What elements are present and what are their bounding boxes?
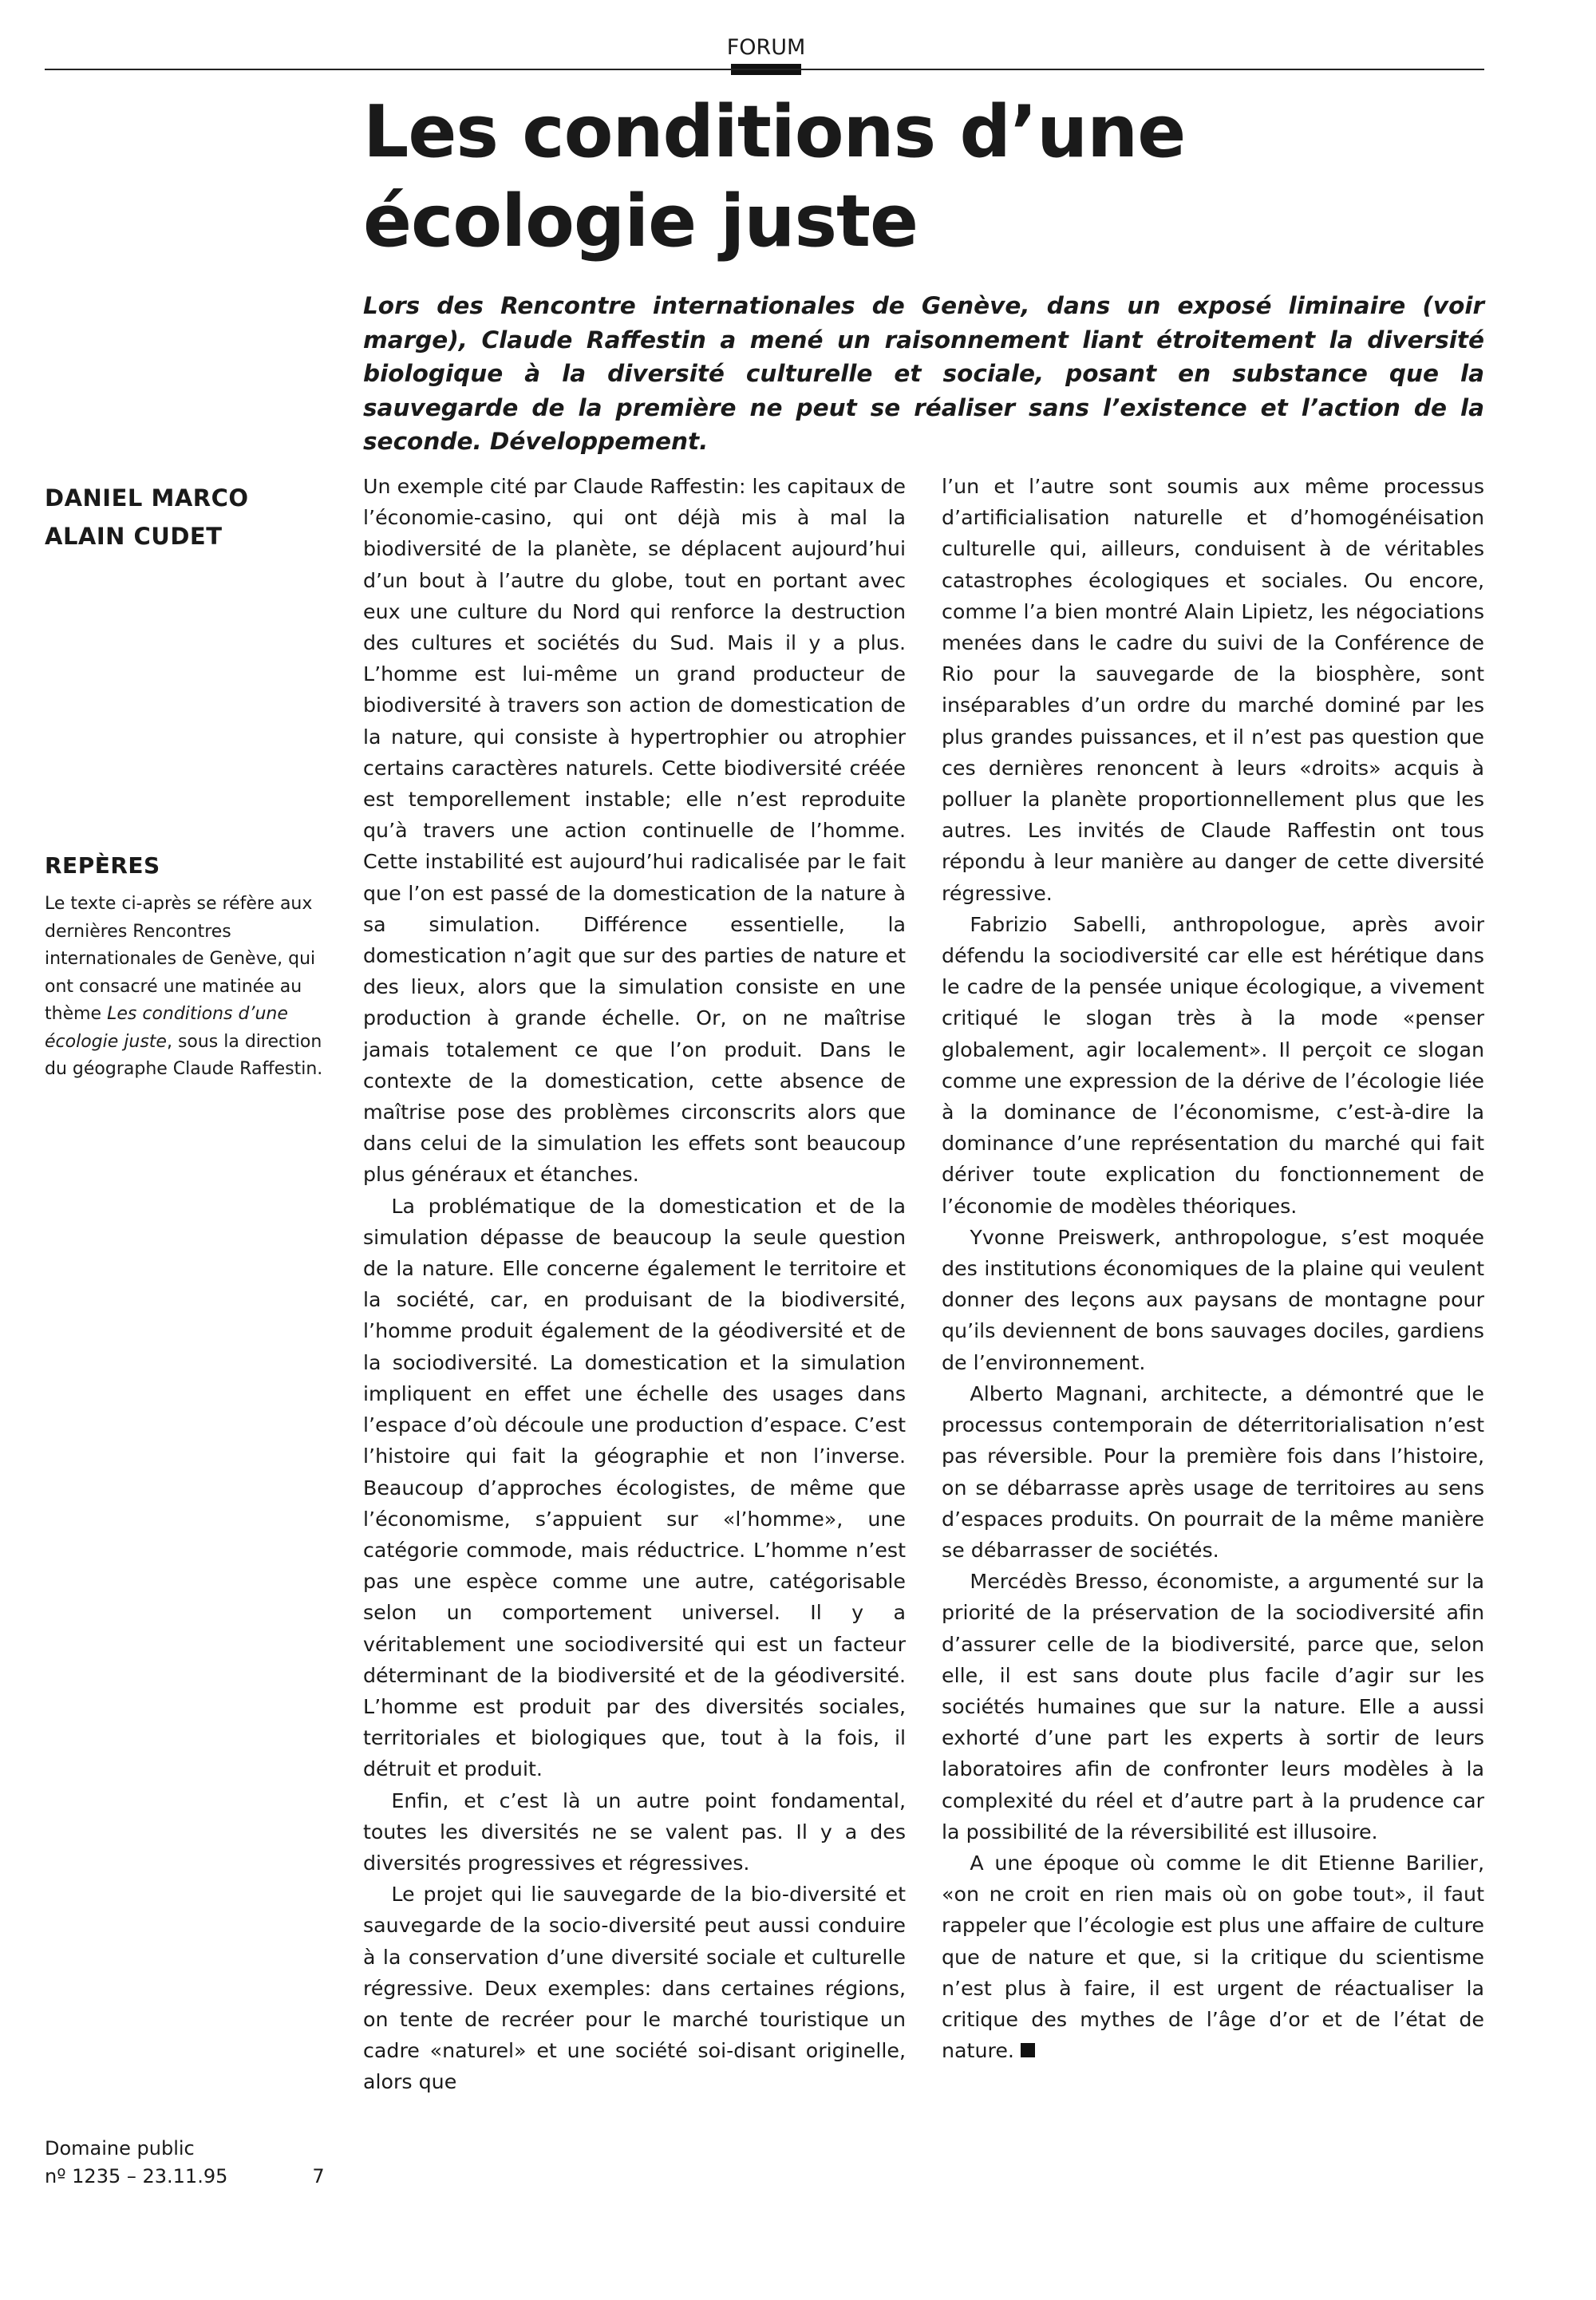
article-title: Les conditions d’une écologie juste [363,90,1186,263]
author-name: DANIEL MARCO [45,484,249,512]
sidebar-text-part: , sous la direction du géographe Claude Raffestin. [45,1031,323,1079]
publication-name: Domaine public [45,2137,195,2160]
paragraph: Le projet qui lie sauvegarde de la bio-diversité et sauvegarde de la socio-diversité peut aussi conduire à la conservation d’une diversité sociale et culturelle régressive. Deux exemples: dans certaines régions, on tente de recréer pour le marché touristique un cadre «naturel» et une société soi-disant originelle, alors que [363,1883,906,2094]
sidebar-title: REPÈRES [45,852,160,879]
paragraph: Alberto Magnani, architecte, a démontré que le processus contemporain de déterritorialisation n’est pas réversible. Pour la première fois dans l’histoire, on se débarrasse après usage de territoires au sens d’espaces produits. On pourrait de la même manière se débarrasser de sociétés. [942,1381,1484,1562]
page-number: 7 [312,2165,325,2187]
publication-footer [45,2135,284,2191]
article-column-1 [363,471,906,2098]
paragraph-text: A une époque où comme le dit Etienne Barilier, «on ne croit en rien mais où on gobe tout», il faut rappeler que l’écologie est plus une affaire de culture que de nature et que, si la critique du scientisme n’est plus à faire, il est urgent de réactualiser la critique des mythes de l’âge d’or et de l’état de nature. [942,1851,1484,2063]
sidebar-text [45,891,332,1084]
author-name: ALAIN CUDET [45,523,223,550]
paragraph: Yvonne Preiswerk, anthropologue, s’est moquée des institutions économiques de la plaine qui veulent donner des leçons aux paysans de montagne pour qu’ils deviennent de bons sauvages dociles, gardiens de l’environnement. [942,1225,1484,1374]
paragraph: Un exemple cité par Claude Raffestin: les capitaux de l’économie-casino, qui ont déjà mis à mal la biodiversité de la planète, se déplacent aujourd’hui d’un bout à l’autre du globe, tout en portant avec eux une culture du Nord qui renforce la destruction des cultures et sociétés du Sud. Mais il y a plus. L’homme est lui-même un grand producteur de biodiversité à travers son action de domestication de la nature, qui consiste à hypertrophier ou atrophier certains caractères naturels. Cette biodiversité créée est temporellement instable; elle n’est reproduite qu’à travers une action continuelle de l’homme. Cette instabilité est aujourd’hui radicalisée par le fait que l’on est passé de la domestication de la nature à sa simulation. Différence essentielle, la domestication n’agit que sur des parties de nature et des lieux, alors que la simulation consiste en une production à grande échelle. Or, on ne maîtrise jamais totalement ce que l’on produit. Dans le contexte de la domestication, cette absence de maîtrise pose des problèmes circonscrits alors que dans celui de la simulation les effets sont beaucoup plus généraux et étanches. [363,475,906,1187]
header-rule [45,69,1484,70]
end-of-article-square-icon [1021,2043,1035,2057]
paragraph: Mercédès Bresso, économiste, a argumenté sur la priorité de la préservation de la sociodiversité afin d’assurer celle de la biodiversité, parce que, selon elle, il est sans doute plus facile d’agir sur les sociétés humaines que sur la nature. Elle a aussi exhorté d’une part les experts à sortir de leurs laboratoires afin de confronter leurs modèles à la complexité du réel et d’autre part à la prudence car la possibilité de la réversibilité est illusoire. [942,1570,1484,1844]
paragraph: Enfin, et c’est là un autre point fondamental, toutes les diversités ne se valent pas. Il y a des diversités progressives et régressives. [363,1788,906,1875]
sidebar-text-part: Le texte ci-après se réfère aux dernières Rencontres internationales de Genève, qui ont consacré une matinée au thème [45,894,316,1024]
article-lead: Lors des Rencontre internationales de Genève, dans un exposé liminaire (voir marge), Claude Raffestin a mené un raisonnement liant étroitement la diversité biologique à la diversité culturelle et sociale, posant en substance que la sauvegarde de la première ne peut se réaliser sans l’existence et l’action de la seconde. Développement. [363,292,1484,456]
paragraph: Fabrizio Sabelli, anthropologue, après avoir défendu la sociodiversité car elle est hérétique dans le cadre de la pensée unique écologique, a vivement critiqué le slogan très à la mode «penser globalement, agir localement». Il perçoit ce slogan comme une expression de la dérive de l’écologie liée à la dominance de l’économisme, c’est-à-dire la dominance d’une représentation du marché qui fait dériver toute explication du fonctionnement de l’économie de modèles théoriques. [942,912,1484,1218]
paragraph: l’un et l’autre sont soumis aux même processus d’artificialisation naturelle et d’homogénéisation culturelle qui, ailleurs, conduisent à de véritables catastrophes écologiques et sociales. Ou encore, comme l’a bien montré Alain Lipietz, les négociations menées dans le cadre du suivi de la Conférence de Rio pour la sauvegarde de la biosphère, sont inséparables d’un ordre du marché dominé par les plus grandes puissances, et il n’est pas question que ces dernières renoncent à leurs «droits» acquis à polluer la planète proportionnellement plus que les autres. Les invités de Claude Raffestin ont tous répondu à leur manière au danger de cette diversité régressive. [942,475,1484,905]
author-block [45,479,332,555]
paragraph: La problématique de la domestication et de la simulation dépasse de beaucoup la seule question de la nature. Elle concerne également le territoire et la société, car, en produisant de la biodiversité, l’homme produit également de la géodiversité et de la sociodiversité. La domestication et la simulation impliquent en effet une échelle des usages dans l’espace d’où découle une production d’espace. C’est l’histoire qui fait la géographie et non l’inverse. Beaucoup d’approches écologistes, de même que l’économisme, s’appuient sur «l’homme», une catégorie commode, mais réductrice. L’homme n’est pas une espèce comme une autre, catégorisable selon un comportement universel. Il y a véritablement une sociodiversité qui est un facteur déterminant de la biodiversité et de la géodiversité. L’homme est produit par des diversités sociales, territoriales et biologiques que, tout à la fois, il détruit et produit. [363,1194,906,1781]
paragraph-last [942,1848,1484,2066]
section-rubric: FORUM [726,35,806,60]
article-column-2 [942,471,1484,2066]
sidebar-text-italic: Les conditions d’une écologie juste [45,1004,288,1052]
issue-number: nº 1235 – 23.11.95 [45,2165,228,2187]
